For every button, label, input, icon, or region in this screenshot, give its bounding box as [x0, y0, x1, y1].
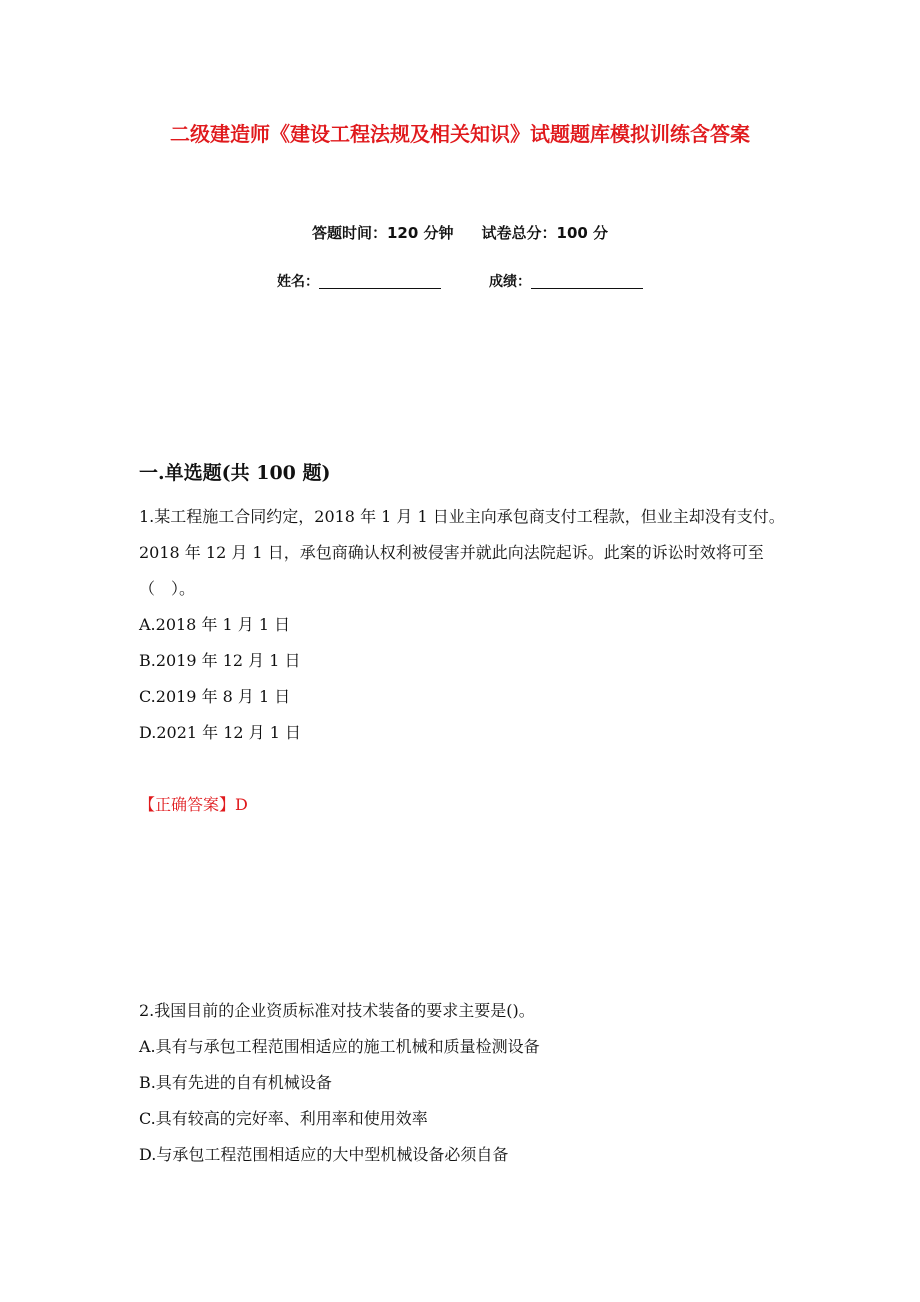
grade-label: 成绩： [489, 274, 531, 290]
time-label: 答题时间：120 分钟 [311, 224, 454, 242]
correct-answer: 【正确答案】D [139, 795, 248, 814]
question-1 [139, 499, 785, 751]
option-b: B.2019 年 12 月 1 日 [139, 651, 301, 670]
name-blank [319, 272, 441, 289]
section-heading: 一.单选题(共 100 题) [139, 462, 331, 484]
option-a: A.2018 年 1 月 1 日 [139, 615, 291, 634]
option-b: B.具有先进的自有机械设备 [139, 1073, 332, 1092]
grade-blank [531, 272, 643, 289]
question-2 [139, 993, 785, 1173]
name-label: 姓名： [277, 274, 319, 290]
student-info-row [0, 270, 920, 294]
exam-info-row [0, 221, 920, 245]
document-title: 二级建造师《建设工程法规及相关知识》试题题库模拟训练含答案 [170, 122, 750, 146]
score-label: 试卷总分：100 分 [481, 224, 609, 242]
question-stem: 1.某工程施工合同约定，2018 年 1 月 1 日业主向承包商支付工程款，但业主却没有支付。2018 年 12 月 1 日，承包商确认权利被侵害并就此向法院起诉。此案的诉讼时效将可至（ ）。 [139, 507, 785, 598]
option-d: D.2021 年 12 月 1 日 [139, 723, 302, 742]
option-c: C.2019 年 8 月 1 日 [139, 687, 291, 706]
option-a: A.具有与承包工程范围相适应的施工机械和质量检测设备 [139, 1037, 540, 1056]
option-c: C.具有较高的完好率、利用率和使用效率 [139, 1109, 428, 1128]
option-d: D.与承包工程范围相适应的大中型机械设备必须自备 [139, 1145, 509, 1164]
question-stem: 2.我国目前的企业资质标准对技术装备的要求主要是()。 [139, 1001, 535, 1020]
